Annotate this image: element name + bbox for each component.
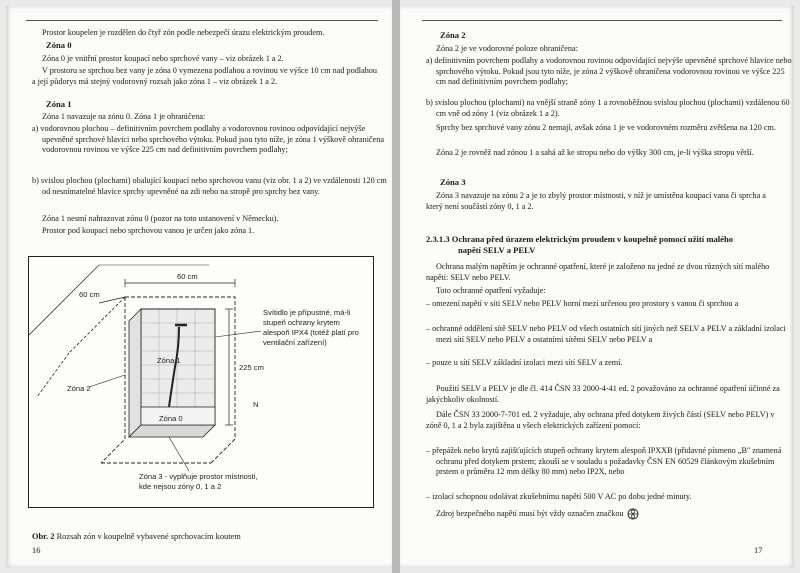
intro-paragraph: Prostor koupelen je rozdělen do čtyř zón podle nebezpečí úrazu elektrickým proudem.	[42, 28, 325, 37]
note-line-3: alespoň IPX4 (totéž platí pro	[263, 328, 359, 337]
zone1-item-a: a) vodorovnou plochou – definitivním povrchem podlahy a vodorovnou rovinou odpovídající nejvýše upevněné sprchové hlavici nebo sprchového výtoku. Pokud jsou tyto níže, je zóna 1 výškově ohraničena vodorovnou rovinou ve výšce 225 cm nad definitivním povrchem podlahy;	[32, 124, 384, 155]
dim-height-label: 225 cm	[239, 363, 264, 372]
zone1-item-b: b) svislou plochou (plochami) obalující koupací nebo sprchovou vanu (viz obr. 1 a 2) ve vzdálenosti 120 cm od nesnímatelné hlavice sprchy upevněné na zdi nebo na stropě pro sprchy bez vany.	[32, 176, 387, 196]
selv-bullet-5: – izolací schopnou odolávat zkušebnímu napětí 500 V AC po dobu jedné minuty.	[426, 492, 692, 501]
dim-top-label: 60 cm	[177, 272, 198, 281]
zone2-paragraph-1: Zóna 2 je ve vodorovné poloze ohraničena:	[436, 44, 578, 53]
safety-transformer-icon	[626, 508, 640, 520]
zone2-heading: Zóna 2	[440, 30, 466, 40]
zone3-line-2: kde nejsou zóny 0, 1 a 2	[139, 482, 222, 491]
zone1-label: Zóna 1	[157, 356, 181, 365]
zone3-paragraph: Zóna 3 navazuje na zónu 2 a je to zbylý prostor místnosti, v níž je umístěna koupací vana či sprcha a který není součástí zóny 0, 1 a 2.	[426, 191, 766, 211]
shower-zones-diagram	[29, 257, 373, 507]
zone0-heading: Zóna 0	[46, 40, 72, 50]
note-line-1: Svítidlo je přípustné, má-li	[263, 308, 351, 317]
selv-paragraph-4: Dále ČSN 33 2000-7-701 ed. 2 vyžaduje, aby ochrana před dotykem živých částí (SELV nebo PELV) v zóně 0, 1 a 2 byla zajištěna u všech elektrických zařízení pomocí:	[426, 410, 775, 430]
figure-caption: Obr. 2 Rozsah zón v koupelně vybavené sprchovacím koutem	[32, 532, 241, 542]
zone2-item-b: b) svislou plochou (plochami) na vnější straně zóny 1 a rovnoběžnou svislou plochou (plochami) vzdálenou 60 cm vně od zóny 1 (viz obrázek 1 a 2).	[426, 98, 790, 118]
dim-left-label: 60 cm	[79, 290, 100, 299]
left-page	[6, 6, 392, 567]
right-page	[400, 6, 794, 567]
zone0-paragraph-1: Zóna 0 je vnitřní prostor koupací nebo sprchové vany – viz obrázek 1 a 2.	[42, 54, 284, 63]
zone2-item-a: a) definitivním povrchem podlahy a vodorovnou rovinou odpovídající nejvýše upevněné sprchové hlavice nebo sprchového výtoku. Pokud jsou tyto níže, je zóna 2 výškově ohraničena vodorovnou rovinou ve výšce 225 cm nad definitivním povrchem podlahy;	[426, 56, 792, 87]
zone3-heading: Zóna 3	[440, 177, 466, 187]
page-number-left: 16	[32, 546, 41, 556]
zone2-paragraph-2: Sprchy bez sprchové vany zónu 2 nemají, avšak zóna 1 je ve vodorovném rozměru zvětšena na 120 cm.	[436, 123, 776, 132]
selv-paragraph-5: Zdroj bezpečného napětí musí být vždy označen značkou	[426, 508, 782, 520]
zone1-heading: Zóna 1	[46, 99, 72, 109]
selv-bullet-4: – přepážek nebo krytů zajišťujících stupeň ochrany krytem alespoň IPXXB (přidavné písmeno „B" znamená ochranu před dotykem prstem; zkouší se v souladu s požadavky ČSN EN 60529 článkovým zkušebním prstem o průměru 12 mm délky 80 mm) nebo IP2X, nebo	[426, 446, 782, 477]
header-rule-right	[422, 20, 782, 21]
selv-bullet-2: – ochranné oddělení sítě SELV nebo PELV od všech ostatních sítí jiných než SELV a PELV a základní izolaci mezi sítí SELV nebo PELV a ostatními sítěmi SELV nebo PELV a	[426, 324, 786, 344]
shower-zones-figure	[28, 256, 374, 508]
zone2-paragraph-3: Zóna 2 je rovněž nad zónou 1 a sahá až ke stropu nebo do výšky 300 cm, je-li výška stropu větší.	[436, 148, 754, 157]
selv-paragraph-3: Použití SELV a PELV je dle čl. 414 ČSN 33 2000-4-41 ed. 2 považováno za ochranné opatření účinné za jakýchkoliv okolností.	[426, 384, 780, 404]
zone1-paragraph-1: Zóna 1 navazuje na zónu 0. Zóna 1 je ohraničena:	[42, 112, 206, 121]
section-heading: 2.3.1.3 Ochrana před úrazem elektrickým proudem v koupelně pomocí užití malého napětí SELV a PELV	[426, 234, 734, 255]
note-line-4: ventilační zařízení)	[263, 338, 327, 347]
zone0-label: Zóna 0	[159, 414, 183, 423]
selv-bullet-1: – omezení napětí v síti SELV nebo PELV horní mezí určenou pro prostory s vanou či sprchou a	[426, 299, 739, 308]
zone1-paragraph-2: Zóna 1 nesmí nahrazovat zónu 0 (pozor na toto ustanovení v Německu).	[42, 214, 279, 223]
note-line-2: stupeň ochrany krytem	[263, 318, 340, 327]
selv-bullet-3: – pouze u sítí SELV základní izolaci mezi sítí SELV a zemí.	[426, 358, 623, 367]
header-rule	[26, 20, 378, 21]
zone2-label: Zóna 2	[67, 384, 91, 393]
zone3-line-1: Zóna 3 - vyplňuje prostor místnosti,	[139, 472, 258, 481]
switch-symbol: N	[253, 400, 259, 409]
selv-paragraph-2: Toto ochranné opatření vyžaduje:	[436, 286, 546, 295]
zone1-paragraph-3: Prostor pod koupací nebo sprchovou vanou je určen jako zóna 1.	[42, 226, 255, 235]
selv-paragraph-1: Ochrana malým napětím je ochranné opatření, které je založeno na jedné ze dvou různých sítí malého napětí: SELV nebo PELV.	[426, 262, 770, 282]
book-gutter	[392, 0, 400, 573]
page-number-right: 17	[754, 546, 763, 556]
zone0-paragraph-2: V prostoru se sprchou bez vany je zóna 0 vymezena podlahou a rovinou ve výšce 10 cm nad podlahou a její půdorys má stejný vodorovný rozsah jako zóna 1 – viz obrázek 1 a 2.	[32, 66, 377, 86]
